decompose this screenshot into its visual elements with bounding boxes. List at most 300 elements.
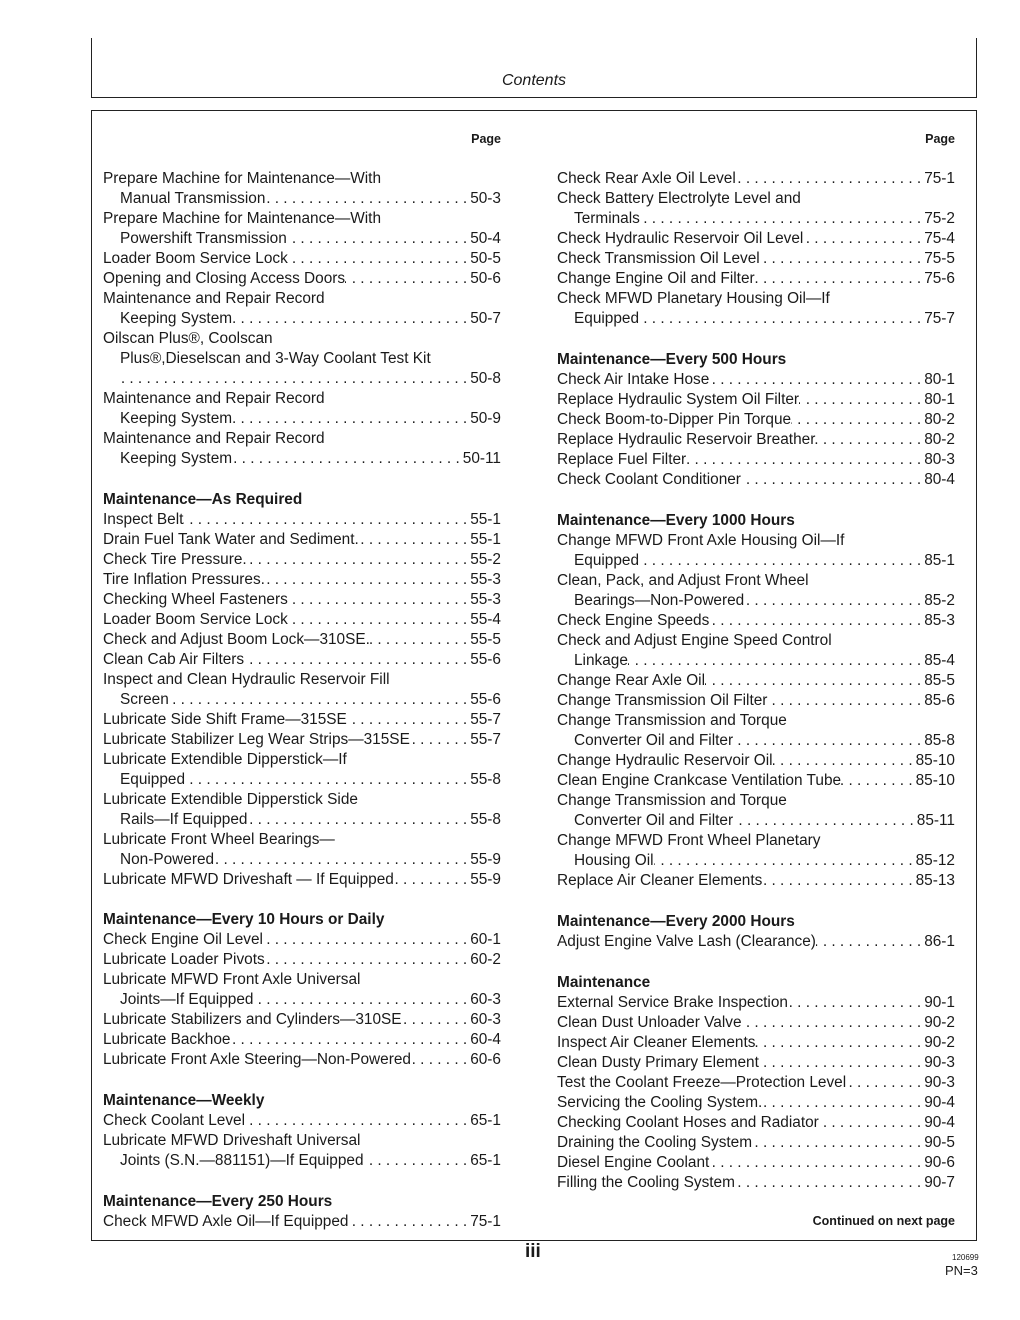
dot-leader [841, 771, 916, 791]
toc-entry [557, 1113, 955, 1133]
toc-entry-title: Change Transmission and Torque [557, 712, 787, 729]
toc-entry [103, 269, 501, 289]
toc-entry-page: 60-2 [470, 951, 501, 968]
dot-leader [762, 871, 915, 891]
toc-entry-page: 85-4 [924, 652, 955, 669]
toc-entry-title: Checking Wheel Fasteners [103, 591, 288, 608]
dot-leader [803, 229, 924, 249]
toc-entry-title: Change Hydraulic Reservoir Oil [557, 752, 773, 769]
toc-entry-title: Check Air Intake Hose [557, 371, 710, 388]
toc-entry [557, 591, 955, 611]
toc-entry-page: 55-9 [470, 871, 501, 888]
section-heading [557, 350, 955, 370]
toc-entry-title: Maintenance and Repair Record [103, 290, 325, 307]
toc-entry [557, 1073, 955, 1093]
toc-entry [557, 631, 955, 651]
toc-entry [557, 470, 955, 490]
toc-entry [557, 1053, 955, 1073]
header-rule-bottom [91, 97, 977, 98]
toc-entry [557, 1013, 955, 1033]
toc-entry-page: 55-5 [470, 631, 501, 648]
toc-entry-page: 55-1 [470, 511, 501, 528]
toc-entry-title: Lubricate Front Wheel Bearings— [103, 831, 335, 848]
toc-entry-title: Replace Air Cleaner Elements [557, 872, 763, 889]
toc-entry-page: 90-3 [924, 1074, 955, 1091]
toc-entry-title: Equipped [120, 771, 186, 788]
toc-entry-title: Lubricate Extendible Dipperstick—If [103, 751, 347, 768]
dot-leader [183, 510, 470, 530]
toc-entry-title: Terminals [574, 210, 640, 227]
toc-entry-title: Check MFWD Planetary Housing Oil—If [557, 290, 830, 307]
toc-entry [103, 1212, 501, 1232]
dot-leader [815, 430, 924, 450]
part-number: PN=3 [945, 1263, 978, 1278]
toc-entry-page: 75-1 [470, 1213, 501, 1230]
toc-entry-title: Lubricate Extendible Dipperstick Side [103, 791, 358, 808]
toc-entry-page: 80-4 [924, 471, 955, 488]
toc-entry-title: Opening and Closing Access Doors [103, 270, 346, 287]
section-heading [103, 910, 501, 930]
toc-entry-page: 55-8 [470, 771, 501, 788]
dot-leader [288, 590, 470, 610]
dot-leader [846, 1073, 924, 1093]
toc-entry [557, 993, 955, 1013]
toc-entry-page: 80-2 [924, 411, 955, 428]
section-heading [557, 912, 955, 932]
toc-entry-page: 55-9 [470, 851, 501, 868]
toc-entry-page: 60-3 [470, 1011, 501, 1028]
toc-entry [103, 950, 501, 970]
toc-entry [557, 390, 955, 410]
toc-entry [557, 711, 955, 731]
toc-entry [557, 1173, 955, 1193]
toc-entry-page: 50-5 [470, 250, 501, 267]
toc-entry-title: Clean Dust Unloader Valve [557, 1014, 742, 1031]
toc-entry-title: Equipped [574, 310, 640, 327]
doc-code: 120699 [952, 1253, 979, 1262]
toc-entry [103, 329, 501, 349]
toc-entry-page: 55-6 [470, 651, 501, 668]
toc-entry-title: Change MFWD Front Wheel Planetary [557, 832, 821, 849]
toc-entry [557, 851, 955, 871]
dot-leader [760, 249, 924, 269]
toc-entry-title: Lubricate Stabilizer Leg Wear Strips—315SE [103, 731, 410, 748]
dot-leader [232, 449, 463, 469]
toc-entry [557, 249, 955, 269]
toc-entry-page: 50-3 [470, 190, 501, 207]
toc-entry [557, 811, 955, 831]
section-heading-text: Maintenance—As Required [103, 491, 303, 508]
dot-leader [654, 851, 916, 871]
toc-entry [103, 970, 501, 990]
toc-entry [557, 751, 955, 771]
dot-leader [735, 1173, 924, 1193]
toc-entry-page: 50-7 [470, 310, 501, 327]
dot-leader [359, 530, 470, 550]
toc-entry-title: Check and Adjust Boom Lock—310SE. [103, 631, 370, 648]
dot-leader [742, 1013, 925, 1033]
dot-leader [736, 169, 924, 189]
toc-entry-title: Keeping System [120, 310, 233, 327]
toc-entry [557, 410, 955, 430]
toc-entry [103, 850, 501, 870]
toc-entry-page: 60-1 [470, 931, 501, 948]
toc-entry-page: 80-1 [924, 391, 955, 408]
toc-entry-title: Change Rear Axle Oil [557, 672, 705, 689]
dot-leader [288, 610, 470, 630]
dot-leader [214, 850, 470, 870]
toc-entry [557, 691, 955, 711]
toc-entry [557, 932, 955, 952]
toc-entry-page: 55-7 [470, 711, 501, 728]
toc-entry-page: 85-1 [924, 552, 955, 569]
toc-entry-title: Replace Hydraulic System Oil Filter [557, 391, 800, 408]
toc-entry [557, 551, 955, 571]
toc-entry [103, 209, 501, 229]
toc-entry [557, 289, 955, 309]
toc-entry-title: Adjust Engine Valve Lash (Clearance) [557, 933, 816, 950]
toc-entry-page: 85-11 [916, 812, 955, 829]
toc-entry-title: Check Tire Pressure. [103, 551, 247, 568]
dot-leader [247, 550, 470, 570]
dot-leader [253, 990, 470, 1010]
toc-entry [103, 830, 501, 850]
section-heading-text: Maintenance—Every 10 Hours or Daily [103, 911, 385, 928]
dot-leader [788, 993, 924, 1013]
toc-entry [557, 1153, 955, 1173]
dot-leader [244, 650, 470, 670]
toc-entry-title: Check Boom-to-Dipper Pin Torque [557, 411, 792, 428]
continued-note: Continued on next page [812, 1214, 955, 1228]
dot-leader [265, 189, 470, 209]
toc-entry [557, 531, 955, 551]
section-heading-text: Maintenance—Weekly [103, 1092, 265, 1109]
dot-leader [287, 229, 470, 249]
toc-entry-title: Lubricate Stabilizers and Cylinders—310SE [103, 1011, 402, 1028]
toc-entry-title: Bearings—Non-Powered [574, 592, 745, 609]
toc-entry [103, 369, 501, 389]
toc-entry-title: Change MFWD Front Axle Housing Oil—If [557, 532, 845, 549]
toc-entry [103, 1131, 501, 1151]
toc-entry [103, 429, 501, 449]
dot-leader [762, 1093, 924, 1113]
toc-entry [103, 530, 501, 550]
toc-entry [103, 1111, 501, 1131]
toc-entry-title: External Service Brake Inspection [557, 994, 788, 1011]
dot-leader [733, 811, 917, 831]
section-heading-text: Maintenance—Every 500 Hours [557, 351, 787, 368]
toc-entry-title: Drain Fuel Tank Water and Sediment. [103, 531, 359, 548]
toc-entry-page: 90-5 [924, 1134, 955, 1151]
toc-entry-page: 90-1 [924, 994, 955, 1011]
toc-entry [103, 1151, 501, 1171]
section-heading-text: Maintenance—Every 2000 Hours [557, 913, 795, 930]
toc-entry-title: Loader Boom Service Lock [103, 250, 288, 267]
toc-entry-title: Maintenance and Repair Record [103, 430, 325, 447]
toc-entry-title: Clean, Pack, and Adjust Front Wheel [557, 572, 809, 589]
toc-entry-page: 90-7 [924, 1174, 955, 1191]
toc-entry [103, 1030, 501, 1050]
toc-entry-title: Equipped [574, 552, 640, 569]
section-heading [557, 973, 955, 993]
dot-leader [402, 1010, 471, 1030]
toc-entry [557, 209, 955, 229]
toc-entry [103, 570, 501, 590]
toc-entry [557, 169, 955, 189]
toc-entry-page: 60-4 [470, 1031, 501, 1048]
dot-leader [410, 730, 470, 750]
toc-entry [557, 370, 955, 390]
toc-entry [557, 611, 955, 631]
toc-entry-title: Inspect Belt [103, 511, 184, 528]
toc-entry-title: Check Rear Axle Oil Level [557, 170, 736, 187]
toc-entry-title: Lubricate Front Axle Steering—Non-Powered [103, 1051, 411, 1068]
toc-entry-title: Checking Coolant Hoses and Radiator [557, 1114, 819, 1131]
toc-entry [103, 670, 501, 690]
toc-entry-page: 90-2 [924, 1014, 955, 1031]
toc-entry-page: 75-4 [924, 230, 955, 247]
toc-entry-title: Filling the Cooling System [557, 1174, 735, 1191]
toc-entry-title: Manual Transmission [120, 190, 266, 207]
dot-leader [347, 710, 470, 730]
toc-entry-title: Rails—If Equipped [120, 811, 248, 828]
dot-leader [245, 1111, 470, 1131]
toc-entry [103, 690, 501, 710]
toc-entry [103, 289, 501, 309]
toc-entry-page: 75-1 [924, 170, 955, 187]
page-number: iii [525, 1241, 541, 1262]
toc-entry-title: Lubricate Loader Pivots [103, 951, 265, 968]
toc-entry-title: Non-Powered [120, 851, 215, 868]
toc-entry-page: 55-3 [470, 571, 501, 588]
toc-entry-page: 55-4 [470, 611, 501, 628]
toc-entry-title: Test the Coolant Freeze—Protection Level [557, 1074, 847, 1091]
toc-entry [557, 1093, 955, 1113]
toc-entry [557, 450, 955, 470]
toc-entry-page: 80-1 [924, 371, 955, 388]
toc-entry [103, 590, 501, 610]
toc-entry [103, 389, 501, 409]
toc-entry-page: 80-2 [924, 431, 955, 448]
toc-entry [103, 730, 501, 750]
dot-leader [639, 309, 924, 329]
dot-leader [752, 1133, 924, 1153]
toc-entry [557, 871, 955, 891]
toc-entry-title: Inspect and Clean Hydraulic Reservoir Fill [103, 671, 390, 688]
toc-entry-page: 85-3 [924, 612, 955, 629]
toc-entry-title: Check Coolant Level [103, 1112, 246, 1129]
toc-entry-title: Tire Inflation Pressures. [103, 571, 265, 588]
dot-leader [348, 1212, 470, 1232]
toc-entry-title: Loader Boom Service Lock [103, 611, 288, 628]
section-heading-text: Maintenance—Every 1000 Hours [557, 512, 795, 529]
dot-leader [411, 1050, 470, 1070]
toc-entry-title: Servicing the Cooling System. [557, 1094, 763, 1111]
section-heading [103, 1192, 501, 1212]
toc-entry-page: 60-3 [470, 991, 501, 1008]
dot-leader [709, 611, 924, 631]
toc-entry-page: 85-6 [924, 692, 955, 709]
toc-entry [103, 449, 501, 469]
dot-leader [759, 1053, 924, 1073]
toc-entry [103, 790, 501, 810]
toc-entry-page: 86-1 [924, 933, 955, 950]
toc-entry-page: 90-3 [924, 1054, 955, 1071]
toc-entry-title: Prepare Machine for Maintenance—With [103, 210, 382, 227]
dot-leader [755, 1033, 924, 1053]
toc-entry-page: 80-3 [924, 451, 955, 468]
toc-entry-title: Inspect Air Cleaner Elements [557, 1034, 756, 1051]
toc-entry [557, 831, 955, 851]
toc-entry [103, 1010, 501, 1030]
toc-entry-page: 55-7 [470, 731, 501, 748]
toc-entry-title: Change Transmission and Torque [557, 792, 787, 809]
dot-leader [265, 950, 470, 970]
toc-entry [103, 249, 501, 269]
toc-entry-page: 65-1 [470, 1112, 501, 1129]
toc-entry [557, 731, 955, 751]
contents-box [91, 110, 977, 1241]
toc-entry-title: Converter Oil and Filter [574, 812, 734, 829]
section-heading [103, 1091, 501, 1111]
toc-entry-page: 90-4 [924, 1094, 955, 1111]
toc-entry-title: Linkage [574, 652, 628, 669]
section-heading [557, 511, 955, 531]
dot-leader [741, 470, 924, 490]
toc-entry-page: 85-5 [924, 672, 955, 689]
toc-entry-title: Replace Hydraulic Reservoir Breather [557, 431, 816, 448]
toc-entry-title: Check Coolant Conditioner [557, 471, 741, 488]
toc-entry-title: Lubricate MFWD Driveshaft — If Equipped [103, 871, 394, 888]
toc-entry [103, 650, 501, 670]
toc-entry-page: 65-1 [470, 1152, 501, 1169]
toc-entry [103, 610, 501, 630]
dot-leader [639, 551, 924, 571]
toc-entry [557, 430, 955, 450]
toc-entry-page: 75-6 [924, 270, 955, 287]
toc-entry-title: Lubricate MFWD Front Axle Universal [103, 971, 361, 988]
toc-entry-page: 90-4 [924, 1114, 955, 1131]
toc-entry [557, 771, 955, 791]
toc-entry-title: Lubricate Side Shift Frame—315SE [103, 711, 347, 728]
toc-entry-page: 90-2 [924, 1034, 955, 1051]
page-title: Contents [501, 72, 567, 89]
toc-entry [103, 630, 501, 650]
dot-leader [640, 209, 924, 229]
toc-entry [103, 710, 501, 730]
dot-leader [265, 570, 470, 590]
toc-entry-title: Joints (S.N.—881151)—If Equipped [120, 1152, 364, 1169]
toc-entry-page: 55-1 [470, 531, 501, 548]
toc-entry [557, 571, 955, 591]
toc-entry-page: 50-11 [462, 450, 501, 467]
toc-entry [103, 770, 501, 790]
toc-entry [103, 169, 501, 189]
dot-leader [169, 690, 470, 710]
dot-leader [767, 691, 924, 711]
toc-entry-page: 85-12 [915, 852, 955, 869]
toc-entry-title: Check Engine Oil Level [103, 931, 263, 948]
toc-entry-title: Clean Cab Air Filters [103, 651, 245, 668]
toc-entry [103, 930, 501, 950]
toc-entry [103, 309, 501, 329]
dot-leader [288, 249, 470, 269]
toc-entry-page: 55-3 [470, 591, 501, 608]
dot-leader [755, 269, 925, 289]
toc-entry [557, 1033, 955, 1053]
dot-leader [705, 671, 924, 691]
toc-entry-title: Prepare Machine for Maintenance—With [103, 170, 382, 187]
toc-entry-title: Lubricate Backhoe [103, 1031, 231, 1048]
dot-leader [628, 651, 924, 671]
toc-entry [103, 229, 501, 249]
toc-entry-title: Housing Oil [574, 852, 654, 869]
toc-entry [103, 810, 501, 830]
section-heading [103, 490, 501, 510]
toc-entry [557, 189, 955, 209]
toc-entry-title: Replace Fuel Filter [557, 451, 687, 468]
toc-entry-title: Check Transmission Oil Level [557, 250, 760, 267]
toc-entry-title: Clean Engine Crankcase Ventilation Tube [557, 772, 842, 789]
dot-leader [709, 1153, 924, 1173]
toc-entry [103, 510, 501, 530]
toc-entry-title: Maintenance and Repair Record [103, 390, 325, 407]
toc-entry-title: Plus®,Dieselscan and 3-Way Coolant Test Kit [120, 350, 431, 367]
toc-entry-page: 55-2 [470, 551, 501, 568]
toc-entry-title: Check MFWD Axle Oil—If Equipped [103, 1213, 349, 1230]
toc-entry-page: 85-13 [915, 872, 955, 889]
toc-entry-title: Joints—If Equipped [120, 991, 254, 1008]
toc-entry-page: 75-7 [924, 310, 955, 327]
dot-leader [247, 810, 470, 830]
toc-entry-title: Keeping System [120, 410, 233, 427]
toc-entry-title: Diesel Engine Coolant [557, 1154, 710, 1171]
toc-entry-title: Converter Oil and Filter [574, 732, 734, 749]
toc-entry-title: Powershift Transmission [120, 230, 287, 247]
toc-entry [103, 990, 501, 1010]
toc-entry [557, 1133, 955, 1153]
page-column-label: Page [925, 132, 955, 146]
dot-leader [819, 1113, 924, 1133]
toc-entry-page: 50-9 [470, 410, 501, 427]
toc-entry-title: Change Engine Oil and Filter [557, 270, 755, 287]
toc-entry-page: 75-2 [924, 210, 955, 227]
section-heading-text: Maintenance—Every 250 Hours [103, 1193, 333, 1210]
dot-leader [791, 410, 924, 430]
dot-leader [345, 269, 470, 289]
toc-entry-title: Change Transmission Oil Filter [557, 692, 768, 709]
toc-entry-page: 50-6 [470, 270, 501, 287]
toc-entry-title: Draining the Cooling System [557, 1134, 753, 1151]
dot-leader [773, 751, 916, 771]
toc-entry [557, 229, 955, 249]
dot-leader [733, 731, 924, 751]
toc-entry [103, 409, 501, 429]
toc-entry-page: 55-6 [470, 691, 501, 708]
toc-entry-title: Keeping System [120, 450, 233, 467]
toc-entry [557, 651, 955, 671]
toc-entry-title: Check Hydraulic Reservoir Oil Level [557, 230, 804, 247]
toc-entry-page: 50-4 [470, 230, 501, 247]
toc-entry [103, 349, 501, 369]
dot-leader [370, 630, 470, 650]
dot-leader [709, 370, 924, 390]
toc-entry-page: 60-6 [470, 1051, 501, 1068]
toc-entry-title: Check and Adjust Engine Speed Control [557, 632, 832, 649]
toc-entry [103, 189, 501, 209]
toc-entry [103, 1050, 501, 1070]
toc-entry-title: Oilscan Plus®, Coolscan [103, 330, 273, 347]
